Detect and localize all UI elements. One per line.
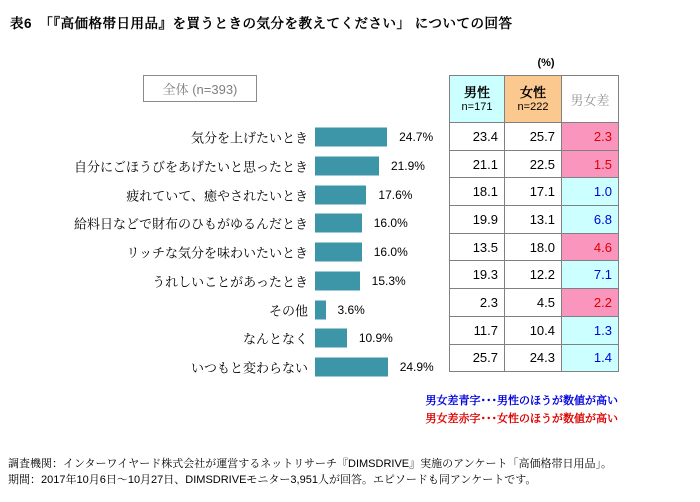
- gender-stats-table: [449, 75, 619, 372]
- female-value-cell: 18.0: [505, 233, 562, 261]
- diff-value-cell: 7.1: [562, 261, 619, 289]
- male-header-label: 男性: [463, 84, 490, 100]
- note-blue: 男女差青字･･･男性のほうが数値が高い: [425, 395, 618, 407]
- male-header-n: n=171: [461, 100, 493, 113]
- male-value-cell: 23.4: [450, 123, 505, 151]
- chart-row: [0, 180, 449, 209]
- table-row: [450, 123, 619, 151]
- chart-bar: [315, 243, 362, 262]
- diff-value-cell: 2.2: [562, 289, 619, 317]
- female-value-cell: 24.3: [505, 344, 562, 372]
- table-row: [450, 178, 619, 206]
- chart-value-label: 3.6%: [337, 302, 365, 317]
- chart-bar: [315, 128, 387, 147]
- female-header-n: n=222: [517, 100, 549, 113]
- chart-bar: [315, 185, 366, 204]
- male-value-cell: 19.9: [450, 206, 505, 234]
- chart-row: [0, 353, 449, 382]
- page-title: 表6 「『高価格帯日用品』を買うときの気分を教えてください」 についての回答: [10, 16, 513, 31]
- female-value-cell: 13.1: [505, 206, 562, 234]
- male-value-cell: 21.1: [450, 150, 505, 178]
- chart-row: [0, 152, 449, 181]
- diff-value-cell: 4.6: [562, 233, 619, 261]
- table-body: [450, 123, 619, 372]
- female-value-cell: 12.2: [505, 261, 562, 289]
- table-row: [450, 316, 619, 344]
- diff-value-cell: 6.8: [562, 206, 619, 234]
- male-value-cell: 2.3: [450, 289, 505, 317]
- female-value-cell: 17.1: [505, 178, 562, 206]
- male-value-cell: 13.5: [450, 233, 505, 261]
- diff-value-cell: 1.5: [562, 150, 619, 178]
- chart-value-label: 24.9%: [399, 359, 434, 374]
- chart-category-label: 気分を上げたいとき: [190, 130, 308, 146]
- chart-category-label: うれしいことがあったとき: [152, 274, 308, 290]
- male-header: [450, 76, 505, 123]
- female-header: [505, 76, 562, 123]
- female-value-cell: 22.5: [505, 150, 562, 178]
- chart-row: [0, 238, 449, 267]
- table-row: [450, 233, 619, 261]
- diff-header: [562, 76, 619, 123]
- legend-total-label: 全体 (n=393): [162, 82, 238, 97]
- chart-value-label: 16.0%: [373, 245, 408, 260]
- male-value-cell: 19.3: [450, 261, 505, 289]
- chart-bar: [315, 357, 388, 376]
- chart-bar: [315, 329, 347, 348]
- chart-category-label: 自分にごほうびをあげたいと思ったとき: [73, 159, 308, 175]
- diff-value-cell: 1.4: [562, 344, 619, 372]
- table-row: [450, 150, 619, 178]
- table-row: [450, 289, 619, 317]
- chart-bar: [315, 300, 326, 319]
- table-row: [450, 261, 619, 289]
- chart-row: [0, 209, 449, 238]
- chart-row: [0, 267, 449, 296]
- bar-chart: [0, 123, 449, 382]
- female-value-cell: 4.5: [505, 289, 562, 317]
- diff-value-cell: 2.3: [562, 123, 619, 151]
- chart-category-label: いつもと変わらない: [190, 360, 308, 376]
- chart-value-label: 24.7%: [399, 130, 434, 145]
- male-value-cell: 11.7: [450, 316, 505, 344]
- table-header-row: [450, 76, 619, 123]
- female-header-label: 女性: [519, 84, 546, 100]
- chart-row: [0, 324, 449, 353]
- diff-value-cell: 1.3: [562, 316, 619, 344]
- chart-bar: [315, 214, 362, 233]
- female-value-cell: 25.7: [505, 123, 562, 151]
- chart-value-label: 15.3%: [371, 273, 406, 288]
- chart-value-label: 16.0%: [373, 216, 408, 231]
- chart-row: [0, 295, 449, 324]
- chart-category-label: 給料日などで財布のひもがゆるんだとき: [73, 216, 308, 232]
- chart-value-label: 17.6%: [378, 187, 413, 202]
- chart-value-label: 10.9%: [358, 331, 393, 346]
- chart-row: [0, 123, 449, 152]
- table-row: [450, 344, 619, 372]
- chart-bar: [315, 157, 379, 176]
- footer-line-2: 期間：2017年10月6日～10月27日、DIMSDRIVEモニター3,951人が回答。エピソードも同アンケートです。: [8, 474, 537, 486]
- chart-category-label: なんとなく: [242, 331, 308, 347]
- table-row: [450, 206, 619, 234]
- chart-category-label: その他: [268, 303, 308, 319]
- male-value-cell: 25.7: [450, 344, 505, 372]
- chart-value-label: 21.9%: [390, 159, 425, 174]
- chart-category-label: 疲れていて、癒やされたいとき: [126, 188, 308, 204]
- diff-value-cell: 1.0: [562, 178, 619, 206]
- footer-line-1: 調査機関：インターワイヤード株式会社が運営するネットリサーチ『DIMSDRIVE』実施のアンケート「高価格帯日用品」。: [8, 458, 612, 470]
- chart-bar: [315, 271, 360, 290]
- legend-total-box: [143, 75, 257, 102]
- unit-percent-label: (%): [537, 57, 555, 69]
- male-value-cell: 18.1: [450, 178, 505, 206]
- note-red: 男女差赤字･･･女性のほうが数値が高い: [425, 413, 618, 425]
- female-value-cell: 10.4: [505, 316, 562, 344]
- chart-category-label: リッチな気分を味わいたいとき: [126, 245, 308, 261]
- diff-header-label: 男女差: [570, 92, 610, 108]
